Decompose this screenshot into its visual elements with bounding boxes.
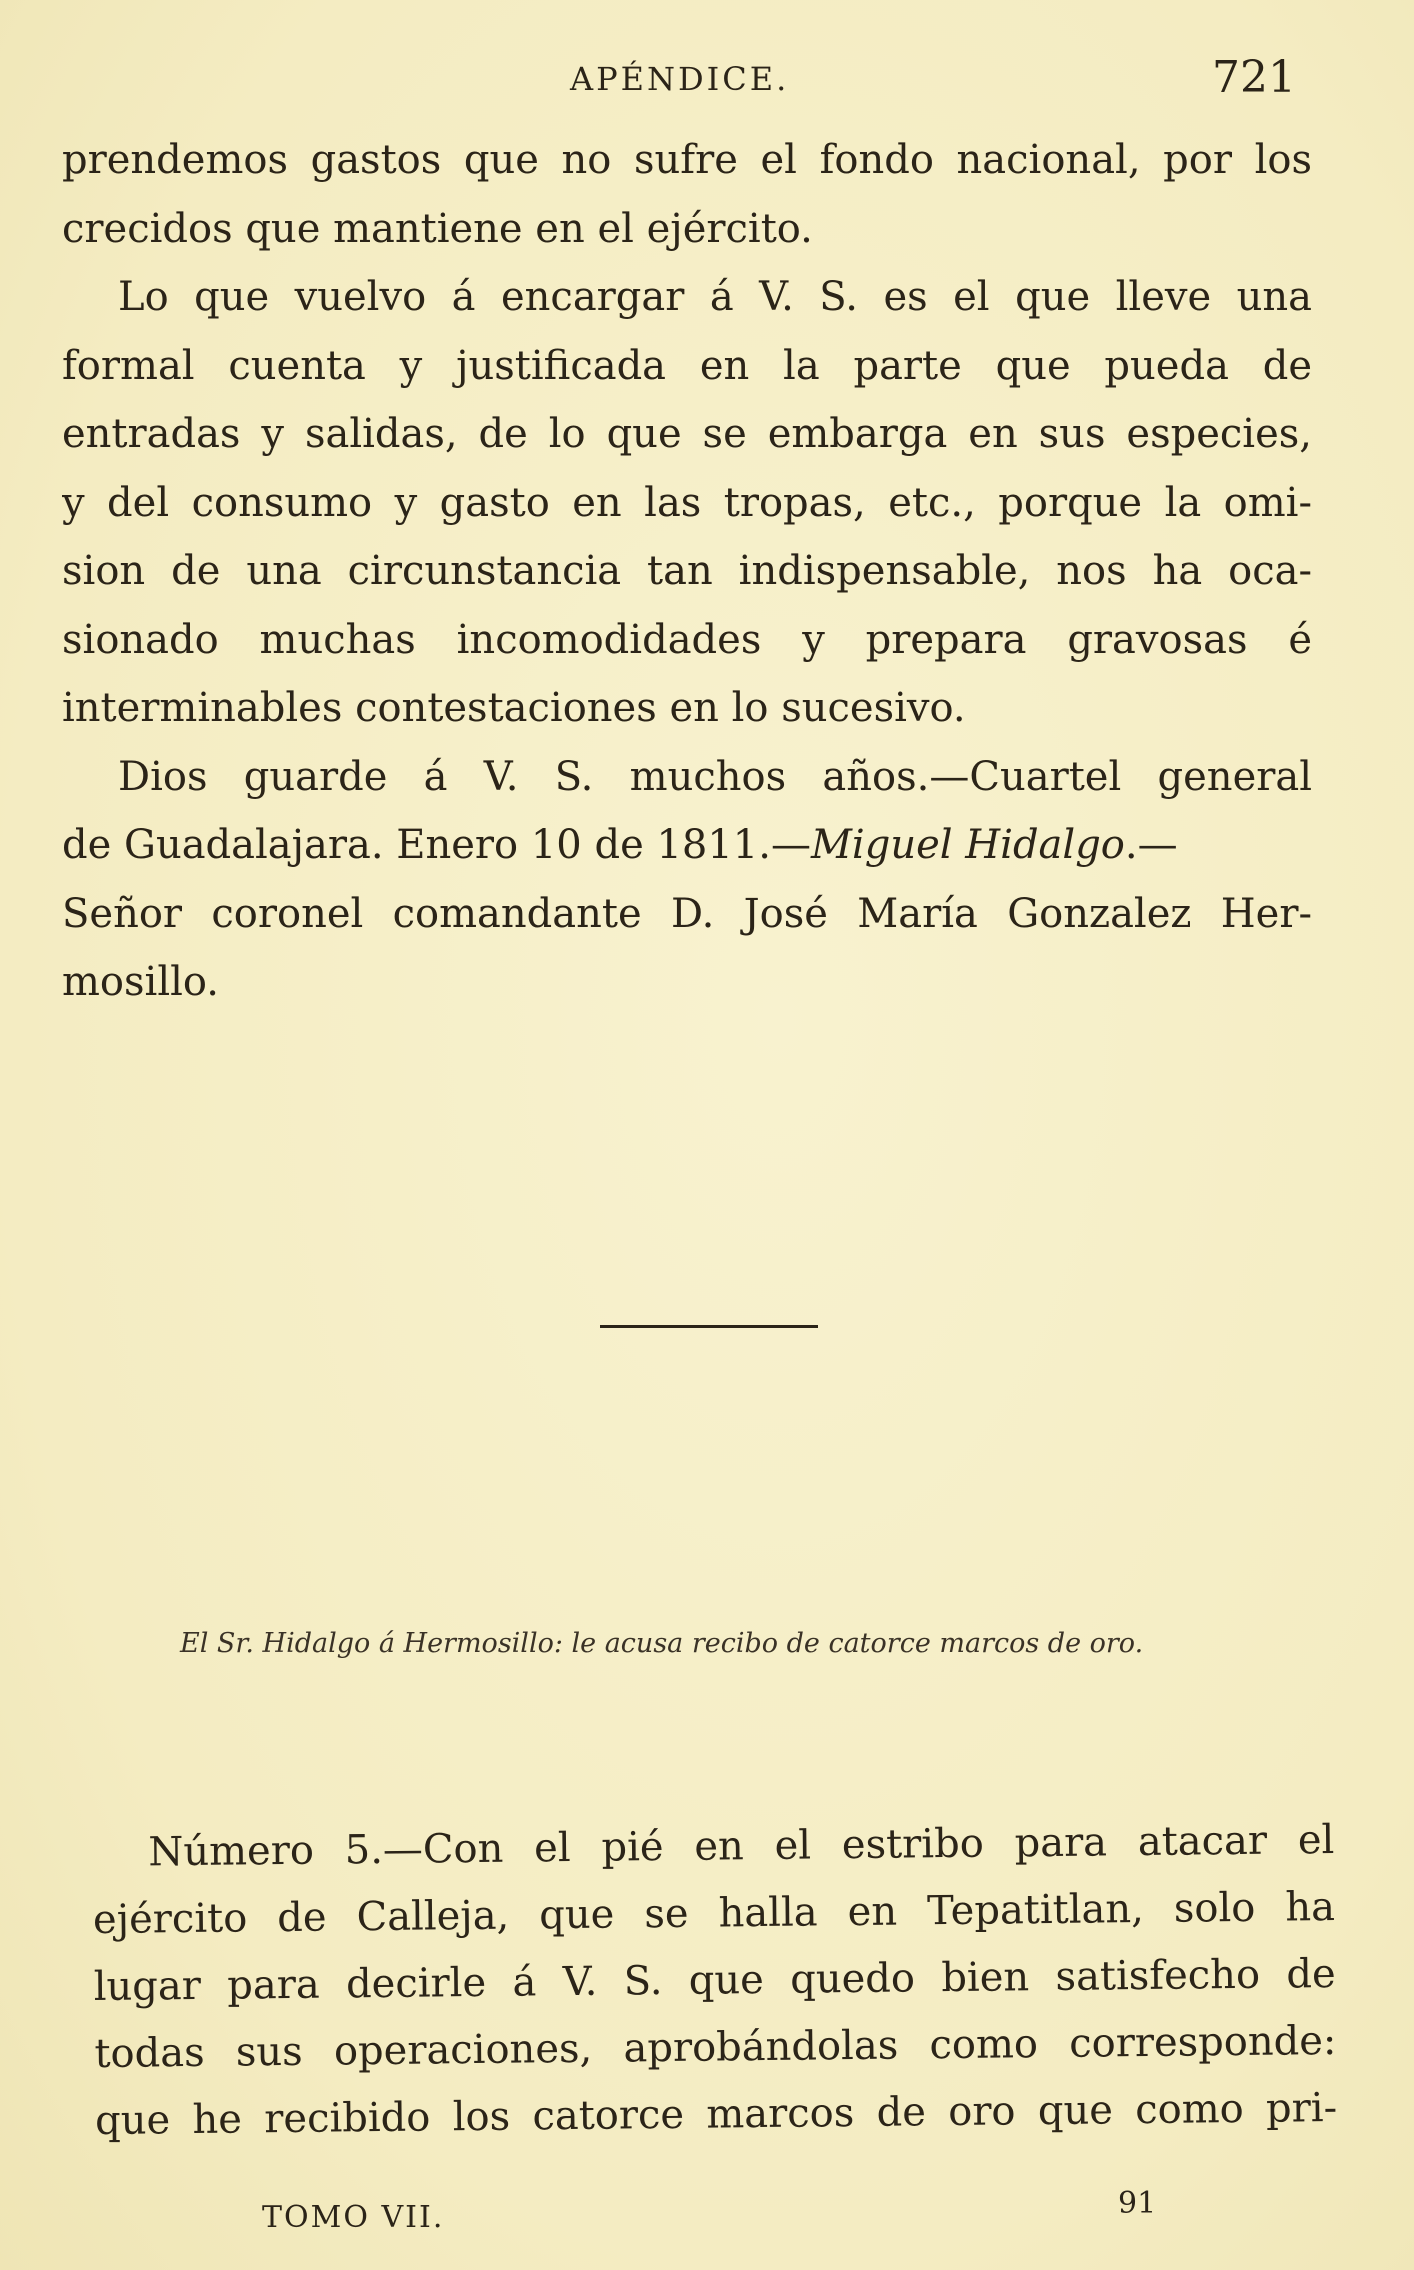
text-line: Dios guarde á V. S. muchos años.—Cuartel general [118, 753, 1312, 800]
volume-label: TOMO VII. [262, 2200, 445, 2235]
running-head [0, 52, 1414, 102]
text-line: prendemos gastos que no sufre el fondo nacional, por los [62, 137, 1312, 183]
text-line: Número 5.—Con el pié en el estribo para atacar el [148, 1816, 1335, 1876]
date-text: de Guadalajara. Enero 10 de 1811.— [62, 822, 811, 868]
document-caption: El Sr. Hidalgo á Hermosillo: le acusa recibo de catorce marcos de oro. [180, 1628, 1144, 1659]
signature-mark: 91 [1118, 2186, 1157, 2221]
text-line: formal cuenta y justificada en la parte que pueda de [62, 342, 1312, 389]
signature-line [62, 811, 1312, 880]
text-line: sion de una circunstancia tan indispensable, nos ha oca- [62, 548, 1312, 594]
text-line: crecidos que mantiene en el ejército. [62, 205, 813, 252]
text-line: interminables contestaciones en lo sucesivo. [62, 685, 966, 731]
text-line: y del consumo y gasto en las tropas, etc., porque la omi- [62, 479, 1312, 526]
running-title: APÉNDICE. [570, 60, 790, 98]
text-line: sionado muchas incomodidades y prepara gravosas é [62, 616, 1312, 663]
letter-body [62, 126, 1312, 1017]
text-line: entradas y salidas, de lo que se embarga en sus especies, [62, 411, 1312, 457]
text-line: que he recibido los catorce marcos de oro que como pri- [94, 2084, 1338, 2144]
signature-dash: .— [1124, 822, 1178, 868]
text-line: lugar para decirle á V. S. que quedo bien satisfecho de [93, 1950, 1336, 2010]
page-number: 721 [1212, 52, 1296, 103]
next-letter-body [92, 1807, 1337, 2155]
section-divider [600, 1325, 818, 1328]
text-line: Lo que vuelvo á encargar á V. S. es el que lleve una [118, 274, 1312, 320]
text-line: ejército de Calleja, que se halla en Tepatitlan, solo ha [92, 1883, 1336, 1943]
text-line: todas sus operaciones, aprobándolas como corresponde: [94, 2017, 1337, 2077]
text-line: Señor coronel comandante D. José María Gonzalez Her- [62, 890, 1312, 937]
signer-name: Miguel Hidalgo [810, 822, 1125, 868]
text-line: mosillo. [62, 959, 220, 1005]
page-footer [0, 2186, 1414, 2246]
